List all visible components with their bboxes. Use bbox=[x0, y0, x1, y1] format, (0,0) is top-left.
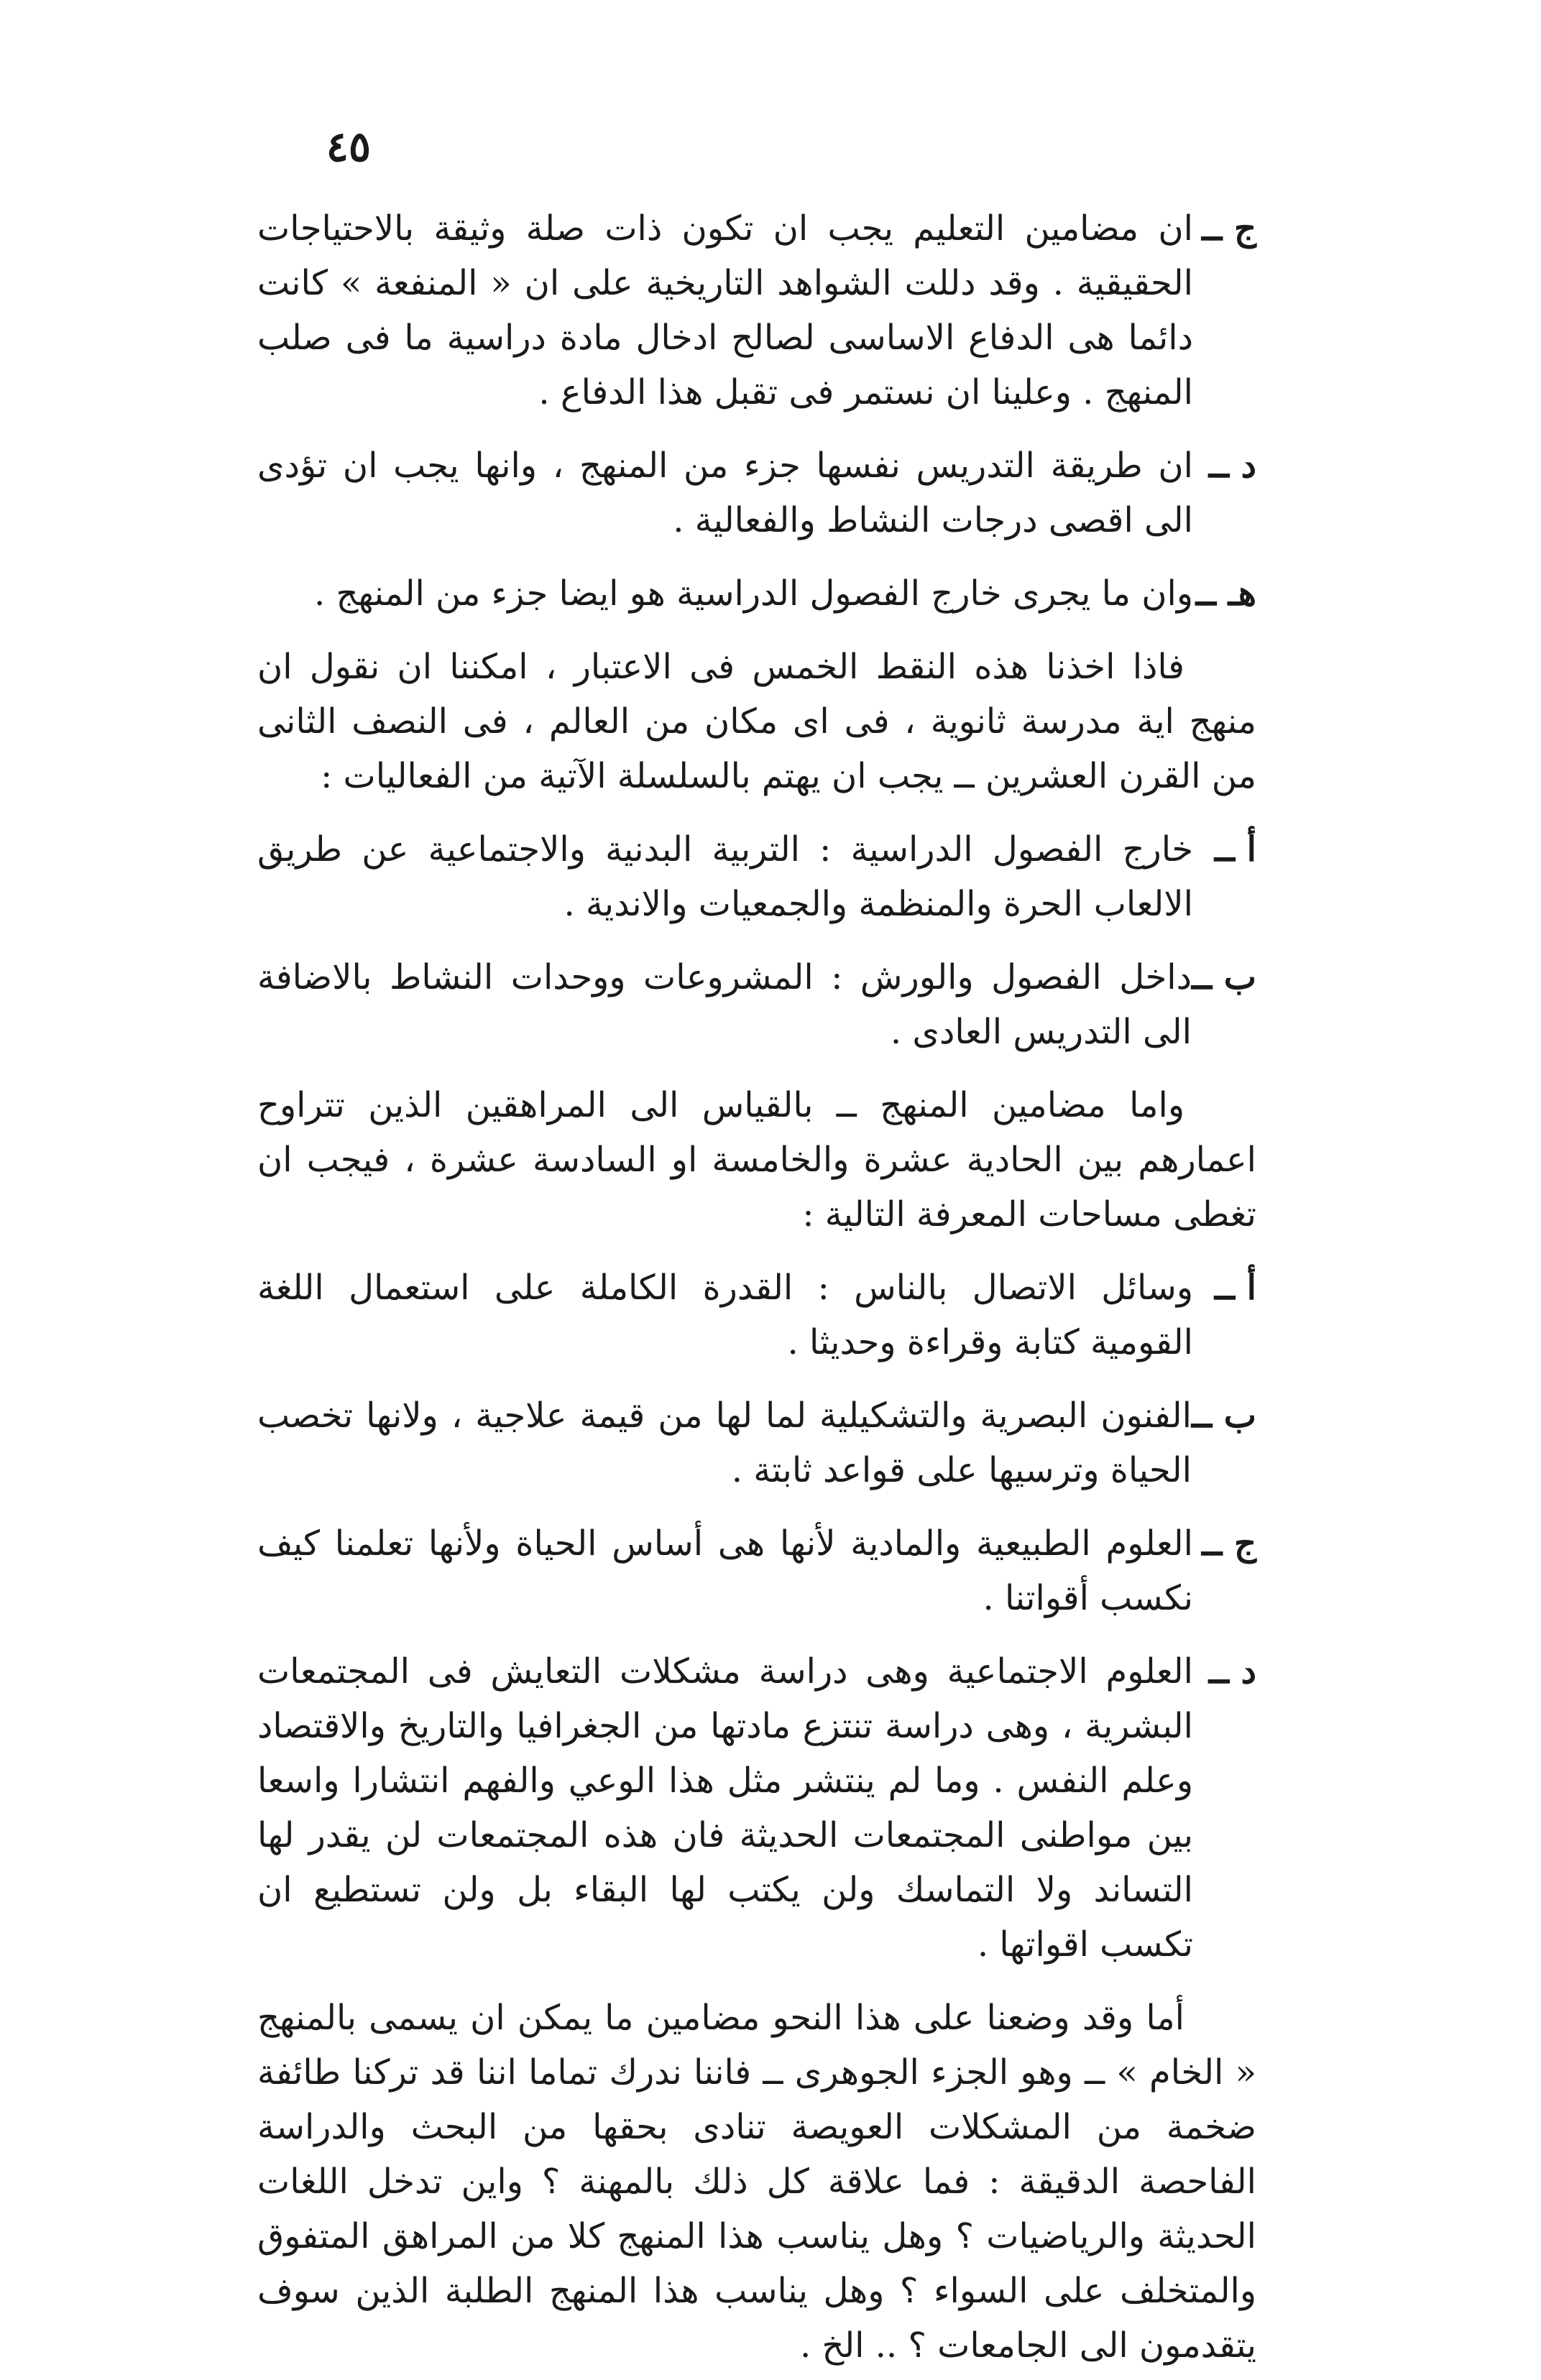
item-text: داخل الفصول والورش : المشروعات ووحدات النشاط بالاضافة الى التدريس العادى . bbox=[257, 957, 1192, 1052]
list-item bbox=[257, 950, 1256, 1059]
item-marker: ب ــ bbox=[1191, 1396, 1256, 1436]
item-text: خارج الفصول الدراسية : التربية البدنية والاجتماعية عن طريق الالعاب الحرة والمنظمة والجمعيات والاندية . bbox=[257, 829, 1193, 924]
paragraph: أما وقد وضعنا على هذا النحو مضامين ما يمكن ان يسمى بالمنهج « الخام » ــ وهو الجزء الجوهرى ــ فاننا ندرك تماما اننا قد تركنا طائفة ضخمة من المشكلات العويصة تنادى بحقها من البحث والدراسة الفاحصة الدقيقة : فما علاقة كل ذلك بالمهنة ؟ واين تدخل اللغات الحديثة والرياضيات ؟ وهل يناسب هذا المنهج كلا من المراهق المتفوق والمتخلف على السواء ؟ وهل يناسب هذا المنهج الطلبة الذين سوف يتقدمون الى الجامعات ؟ .. الخ . bbox=[257, 1998, 1256, 2366]
list-item bbox=[257, 566, 1256, 621]
list-item bbox=[257, 1644, 1256, 1972]
page-body bbox=[257, 201, 1256, 2380]
list-item bbox=[257, 822, 1256, 931]
item-text: وان ما يجرى خارج الفصول الدراسية هو ايضا جزء من المنهج . bbox=[313, 573, 1193, 614]
list-item bbox=[257, 438, 1256, 548]
item-marker: هـ ــ bbox=[1195, 573, 1256, 614]
item-text: الفنون البصرية والتشكيلية لما لها من قيمة علاجية ، ولانها تخصب الحياة وترسيها على قواعد ثابتة . bbox=[257, 1396, 1192, 1490]
list-item bbox=[257, 1260, 1256, 1370]
item-marker: د ــ bbox=[1208, 1651, 1256, 1692]
item-text: ان مضامين التعليم يجب ان تكون ذات صلة وثيقة بالاحتياجات الحقيقية . وقد دللت الشواهد التاريخية على ان « المنفعة » كانت دائما هى الدفاع الاساسى لصالح ادخال مادة دراسية ما فى صلب المنهج . وعلينا ان نستمر فى تقبل هذا الدفاع . bbox=[257, 208, 1193, 412]
item-marker: أ ــ bbox=[1214, 829, 1256, 870]
item-marker: أ ــ bbox=[1214, 1268, 1256, 1308]
item-text: ان طريقة التدريس نفسها جزء من المنهج ، وانها يجب ان تؤدى الى اقصى درجات النشاط والفعالية . bbox=[257, 446, 1193, 540]
page-number: ٤٥ bbox=[326, 122, 371, 171]
list-item bbox=[257, 1516, 1256, 1625]
item-marker: ج ــ bbox=[1202, 208, 1256, 249]
list-item bbox=[257, 201, 1256, 420]
paragraph: واما مضامين المنهج ــ بالقياس الى المراهقين الذين تتراوح اعمارهم بين الحادية عشرة والخامسة او السادسة عشرة ، فيجب ان تغطى مساحات المعرفة التالية : bbox=[257, 1085, 1256, 1235]
list-item bbox=[257, 1388, 1256, 1498]
paragraph: فاذا اخذنا هذه النقط الخمس فى الاعتبار ، امكننا ان نقول ان منهج اية مدرسة ثانوية ، فى اى مكان من العالم ، فى النصف الثانى من القرن العشرين ــ يجب ان يهتم بالسلسلة الآتية من الفعاليات : bbox=[257, 647, 1256, 796]
item-marker: ب ــ bbox=[1191, 957, 1256, 997]
item-text: وسائل الاتصال بالناس : القدرة الكاملة على استعمال اللغة القومية كتابة وقراءة وحديثا . bbox=[257, 1268, 1193, 1362]
item-text: العلوم الاجتماعية وهى دراسة مشكلات التعايش فى المجتمعات البشرية ، وهى دراسة تنتزع مادتها من الجغرافيا والتاريخ والاقتصاد وعلم النفس . وما لم ينتشر مثل هذا الوعي والفهم انتشارا واسعا بين مواطنى المجتمعات الحديثة فان هذه المجتمعات لن يقدر لها التساند ولا التماسك ولن يكتب لها البقاء بل ولن تستطيع ان تكسب اقواتها . bbox=[257, 1651, 1193, 1965]
item-marker: ج ــ bbox=[1202, 1523, 1256, 1564]
item-marker: د ــ bbox=[1208, 446, 1256, 486]
item-text: العلوم الطبيعية والمادية لأنها هى أساس الحياة ولأنها تعلمنا كيف نكسب أقواتنا . bbox=[257, 1523, 1193, 1618]
